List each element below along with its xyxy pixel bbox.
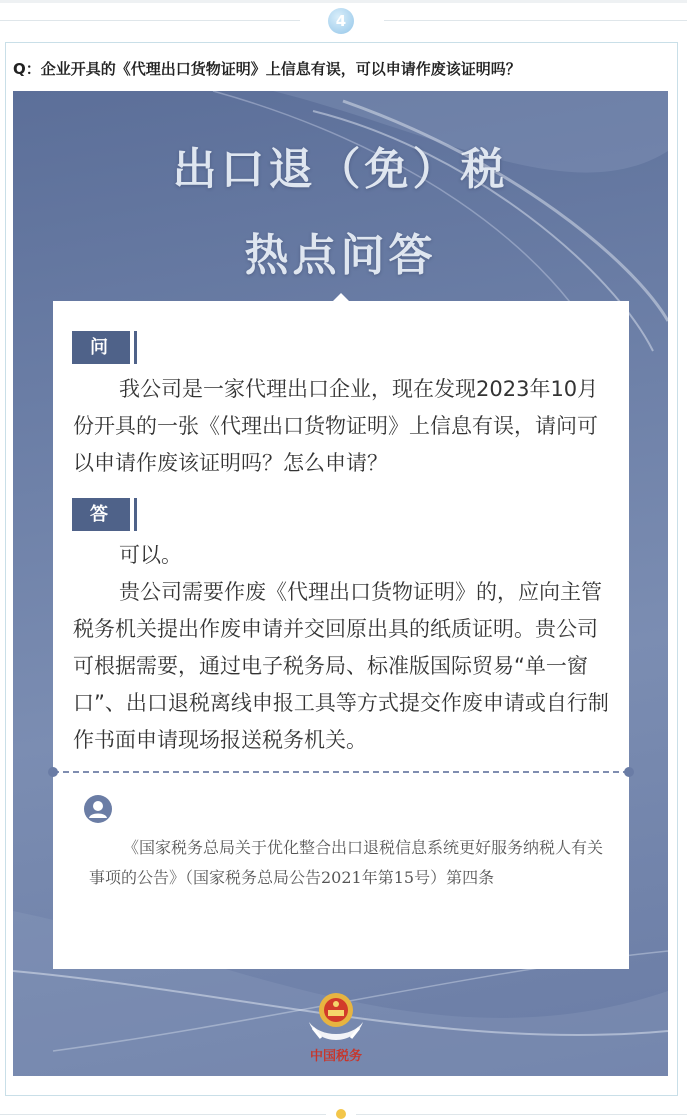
top-divider — [0, 0, 687, 40]
qa-card — [53, 301, 629, 969]
qa-poster — [13, 91, 668, 1076]
top-bar — [0, 0, 687, 3]
question-body: 我公司是一家代理出口企业，现在发现2023年10月份开具的一张《代理出口货物证明》上信息有误，请问可以申请作废该证明吗？怎么申请？ — [73, 377, 599, 475]
bottom-accent-dot — [336, 1109, 346, 1119]
bottom-line-left — [0, 1114, 326, 1115]
tax-emblem-logo — [299, 984, 373, 1066]
question-text — [73, 371, 613, 482]
answer-line-1 — [73, 537, 613, 574]
divider-dot-right — [624, 767, 634, 777]
answer-body: 贵公司需要作废《代理出口货物证明》的，应向主管税务机关提出作废申请并交回原出具的纸质证明。贵公司可根据需要，通过电子税务局、标准版国际贸易“单一窗口”、出口退税离线申报工具等方式提交作废申请或自行制作书面申请现场报送税务机关。 — [73, 580, 609, 752]
divider-dot-left — [48, 767, 58, 777]
answer-tag: 答 — [72, 498, 134, 531]
card-notch — [333, 293, 349, 301]
question-tag: 问 — [72, 331, 134, 364]
answer-short: 可以。 — [119, 543, 182, 567]
person-icon — [84, 795, 112, 823]
bottom-line-right — [356, 1114, 687, 1115]
poster-title-line2: 热点问答 — [244, 230, 437, 281]
bottom-divider — [0, 1108, 687, 1120]
dashed-divider — [53, 771, 629, 773]
divider-line-left — [0, 20, 300, 21]
question-heading: Q：企业开具的《代理出口货物证明》上信息有误，可以申请作废该证明吗？ — [13, 60, 521, 78]
divider-line-right — [384, 20, 687, 21]
logo-text: 中国税务 — [309, 1049, 363, 1064]
answer-text — [73, 574, 613, 759]
poster-title-line1: 出口退（免）税 — [172, 144, 509, 195]
source-citation — [89, 833, 609, 893]
step-number-badge: 4 — [328, 8, 354, 34]
source-text: 《国家税务总局关于优化整合出口退税信息系统更好服务纳税人有关事项的公告》（国家税务总局公告2021年第15号）第四条 — [89, 838, 604, 887]
